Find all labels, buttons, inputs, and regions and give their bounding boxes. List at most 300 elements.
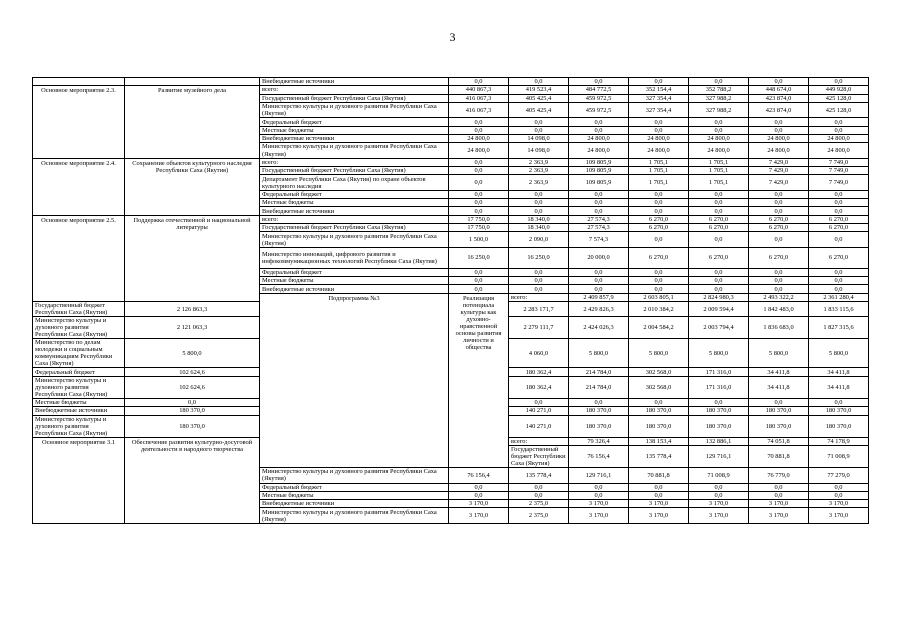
amount-cell: 0,0 <box>689 232 749 248</box>
funding-source-cell: Федеральный бюджет <box>260 118 449 126</box>
amount-cell: 3 170,0 <box>449 500 509 508</box>
funding-source-cell: Министерство культуры и духовного развития Республики Саха (Якутия) <box>33 415 125 437</box>
amount-cell: 24 800,0 <box>749 143 809 159</box>
amount-cell: 1 705,1 <box>629 158 689 166</box>
amount-cell: 1 836 683,0 <box>749 317 809 339</box>
funding-source-cell: Внебюджетные источники <box>260 207 449 215</box>
amount-cell: 1 842 483,0 <box>749 302 809 317</box>
amount-cell: 171 316,0 <box>689 376 749 398</box>
amount-cell: 0,0 <box>449 199 509 207</box>
amount-cell: 0,0 <box>569 126 629 134</box>
amount-cell: 34 411,8 <box>809 376 869 398</box>
funding-source-cell: Государственный бюджет Республики Саха (Якутия) <box>260 94 449 102</box>
amount-cell: 0,0 <box>749 232 809 248</box>
amount-cell: 102 624,6 <box>125 376 260 398</box>
amount-cell: 180 370,0 <box>809 407 869 415</box>
amount-cell: 0,0 <box>509 190 569 198</box>
amount-cell: 0,0 <box>509 483 569 491</box>
funding-source-cell: Местные бюджеты <box>260 491 449 499</box>
amount-cell: 0,0 <box>509 277 569 285</box>
amount-cell: 0,0 <box>749 207 809 215</box>
amount-cell: 0,0 <box>629 118 689 126</box>
amount-cell: 76 779,0 <box>749 468 809 484</box>
amount-cell: 2 004 584,2 <box>629 317 689 339</box>
amount-cell: 2 090,0 <box>509 232 569 248</box>
amount-cell: 327 988,2 <box>689 94 749 102</box>
amount-cell: 5 800,0 <box>749 339 809 368</box>
amount-cell: 0,0 <box>569 118 629 126</box>
amount-cell: 0,0 <box>809 207 869 215</box>
amount-cell: 1 705,1 <box>629 175 689 191</box>
amount-cell: 405 425,4 <box>509 102 569 118</box>
amount-cell: 109 805,9 <box>569 167 629 175</box>
amount-cell: 0,0 <box>629 277 689 285</box>
amount-cell: 24 800,0 <box>569 143 629 159</box>
amount-cell: 7 749,0 <box>809 158 869 166</box>
amount-cell: 34 411,8 <box>749 368 809 376</box>
amount-cell: 0,0 <box>689 207 749 215</box>
amount-cell: 1 827 315,6 <box>809 317 869 339</box>
amount-cell: 7 429,0 <box>749 167 809 175</box>
amount-cell: 449 928,0 <box>809 86 869 94</box>
funding-source-cell: всего: <box>509 293 569 301</box>
amount-cell: 0,0 <box>449 78 509 86</box>
amount-cell: 14 098,0 <box>509 143 569 159</box>
amount-cell: 6 270,0 <box>749 247 809 268</box>
amount-cell: 109 805,9 <box>569 175 629 191</box>
amount-cell: 0,0 <box>629 483 689 491</box>
amount-cell: 0,0 <box>749 398 809 406</box>
amount-cell: 0,0 <box>689 126 749 134</box>
amount-cell: 0,0 <box>509 78 569 86</box>
amount-cell: 0,0 <box>569 78 629 86</box>
amount-cell: 180 370,0 <box>689 415 749 437</box>
amount-cell: 0,0 <box>629 268 689 276</box>
program-cell: Основное мероприятие 2.5. <box>33 215 125 301</box>
amount-cell: 180 370,0 <box>689 407 749 415</box>
amount-cell: 0,0 <box>449 126 509 134</box>
amount-cell: 180 370,0 <box>125 407 260 415</box>
activity-name-cell: Поддержка отечественной и национальной литературы <box>125 215 260 301</box>
amount-cell: 6 270,0 <box>809 247 869 268</box>
amount-cell: 484 772,5 <box>569 86 629 94</box>
amount-cell: 419 523,4 <box>509 86 569 94</box>
amount-cell: 3 170,0 <box>449 508 509 524</box>
amount-cell: 2 424 026,3 <box>569 317 629 339</box>
amount-cell: 180 370,0 <box>569 415 629 437</box>
amount-cell: 6 270,0 <box>629 224 689 232</box>
amount-cell: 0,0 <box>449 285 509 293</box>
funding-source-cell: Государственный бюджет Республики Саха (Якутия) <box>33 302 125 317</box>
amount-cell: 24 800,0 <box>809 134 869 142</box>
amount-cell: 180 370,0 <box>125 415 260 437</box>
amount-cell: 0,0 <box>509 199 569 207</box>
funding-source-cell: Министерство культуры и духовного развития Республики Саха (Якутия) <box>260 232 449 248</box>
amount-cell: 2 126 863,3 <box>125 302 260 317</box>
activity-name-cell <box>125 78 260 86</box>
amount-cell: 6 270,0 <box>809 224 869 232</box>
amount-cell: 6 270,0 <box>689 247 749 268</box>
amount-cell: 2 283 171,7 <box>509 302 569 317</box>
funding-source-cell: Министерство культуры и духовного развития Республики Саха (Якутия) <box>33 376 125 398</box>
amount-cell: 459 972,5 <box>569 102 629 118</box>
amount-cell: 0,0 <box>809 199 869 207</box>
amount-cell: 16 250,0 <box>449 247 509 268</box>
amount-cell: 24 800,0 <box>749 134 809 142</box>
amount-cell: 24 800,0 <box>449 134 509 142</box>
budget-table <box>32 77 869 524</box>
funding-source-cell: Внебюджетные источники <box>260 78 449 86</box>
amount-cell: 0,0 <box>749 491 809 499</box>
amount-cell: 6 270,0 <box>629 215 689 223</box>
amount-cell: 6 270,0 <box>629 247 689 268</box>
funding-source-cell: Министерство культуры и духовного развития Республики Саха (Якутия) <box>260 508 449 524</box>
amount-cell: 6 270,0 <box>749 224 809 232</box>
amount-cell: 140 271,0 <box>509 415 569 437</box>
amount-cell: 6 270,0 <box>809 215 869 223</box>
program-cell: Основное мероприятие 3.1 <box>33 437 125 523</box>
amount-cell: 77 279,0 <box>809 468 869 484</box>
funding-source-cell: Внебюджетные источники <box>33 407 125 415</box>
amount-cell: 0,0 <box>629 126 689 134</box>
table-row <box>33 86 869 94</box>
amount-cell: 180 370,0 <box>749 415 809 437</box>
amount-cell: 2 363,9 <box>509 175 569 191</box>
funding-source-cell: всего: <box>260 86 449 94</box>
amount-cell: 0,0 <box>749 285 809 293</box>
amount-cell: 0,0 <box>749 78 809 86</box>
activity-name-cell: Обеспечение развития культурно-досуговой деятельности в народного творчества <box>125 437 260 523</box>
amount-cell: 0,0 <box>629 491 689 499</box>
amount-cell: 6 270,0 <box>689 224 749 232</box>
funding-source-cell: Местные бюджеты <box>33 398 125 406</box>
amount-cell: 1 500,0 <box>449 232 509 248</box>
funding-source-cell: Министерство культуры и духовного развития Республики Саха (Якутия) <box>260 143 449 159</box>
amount-cell: 109 805,9 <box>569 158 629 166</box>
amount-cell: 180 362,4 <box>509 376 569 398</box>
amount-cell: 440 867,3 <box>449 86 509 94</box>
amount-cell: 352 788,2 <box>689 86 749 94</box>
amount-cell: 423 874,0 <box>749 102 809 118</box>
amount-cell: 0,0 <box>809 398 869 406</box>
amount-cell: 0,0 <box>569 207 629 215</box>
amount-cell: 76 156,4 <box>449 468 509 484</box>
amount-cell: 5 800,0 <box>569 339 629 368</box>
amount-cell: 0,0 <box>629 285 689 293</box>
amount-cell: 425 128,0 <box>809 102 869 118</box>
amount-cell: 6 270,0 <box>689 215 749 223</box>
amount-cell: 0,0 <box>449 491 509 499</box>
amount-cell: 24 800,0 <box>809 143 869 159</box>
amount-cell: 0,0 <box>569 190 629 198</box>
funding-source-cell: Внебюджетные источники <box>260 285 449 293</box>
amount-cell: 0,0 <box>509 118 569 126</box>
amount-cell: 102 624,6 <box>125 368 260 376</box>
amount-cell: 0,0 <box>809 126 869 134</box>
amount-cell: 27 574,3 <box>569 215 629 223</box>
amount-cell: 0,0 <box>809 232 869 248</box>
amount-cell: 0,0 <box>689 190 749 198</box>
amount-cell: 3 170,0 <box>629 508 689 524</box>
page-number: 3 <box>449 30 456 44</box>
amount-cell: 0,0 <box>689 118 749 126</box>
amount-cell: 24 800,0 <box>569 134 629 142</box>
amount-cell: 2 429 826,3 <box>569 302 629 317</box>
amount-cell: 0,0 <box>749 126 809 134</box>
amount-cell: 0,0 <box>509 126 569 134</box>
amount-cell: 20 000,0 <box>569 247 629 268</box>
funding-source-cell: Министерство культуры и духовного развития Республики Саха (Якутия) <box>260 468 449 484</box>
amount-cell: 7 574,3 <box>569 232 629 248</box>
amount-cell: 2 361 280,4 <box>809 293 869 301</box>
funding-source-cell: Федеральный бюджет <box>33 368 125 376</box>
amount-cell: 24 800,0 <box>629 143 689 159</box>
amount-cell: 2 363,9 <box>509 167 569 175</box>
amount-cell: 7 429,0 <box>749 158 809 166</box>
amount-cell: 0,0 <box>449 118 509 126</box>
funding-source-cell: Департамент Республики Саха (Якутия) по охране объектов культурного наследия <box>260 175 449 191</box>
amount-cell: 0,0 <box>689 78 749 86</box>
amount-cell: 17 750,0 <box>449 224 509 232</box>
amount-cell: 5 800,0 <box>629 339 689 368</box>
amount-cell: 24 800,0 <box>449 143 509 159</box>
amount-cell: 0,0 <box>449 158 509 166</box>
amount-cell: 3 170,0 <box>689 500 749 508</box>
amount-cell: 3 170,0 <box>569 500 629 508</box>
amount-cell: 0,0 <box>749 483 809 491</box>
amount-cell: 135 778,4 <box>629 445 689 467</box>
amount-cell: 0,0 <box>629 398 689 406</box>
amount-cell: 0,0 <box>809 285 869 293</box>
amount-cell: 2 363,9 <box>509 158 569 166</box>
amount-cell: 1 705,1 <box>689 167 749 175</box>
amount-cell: 0,0 <box>569 268 629 276</box>
funding-source-cell: Местные бюджеты <box>260 126 449 134</box>
amount-cell: 0,0 <box>509 491 569 499</box>
amount-cell: 459 972,5 <box>569 94 629 102</box>
amount-cell: 0,0 <box>125 398 260 406</box>
amount-cell: 135 778,4 <box>509 468 569 484</box>
amount-cell: 405 425,4 <box>509 94 569 102</box>
amount-cell: 3 170,0 <box>809 508 869 524</box>
program-cell: Основное мероприятие 2.3. <box>33 86 125 158</box>
amount-cell: 302 568,0 <box>629 368 689 376</box>
amount-cell: 0,0 <box>809 268 869 276</box>
amount-cell: 0,0 <box>629 207 689 215</box>
amount-cell: 2 824 980,3 <box>689 293 749 301</box>
amount-cell: 140 271,0 <box>509 407 569 415</box>
funding-source-cell: Государственный бюджет Республики Саха (Якутия) <box>260 167 449 175</box>
amount-cell: 2 409 857,9 <box>569 293 629 301</box>
amount-cell: 180 370,0 <box>749 407 809 415</box>
amount-cell: 0,0 <box>449 190 509 198</box>
amount-cell: 448 674,0 <box>749 86 809 94</box>
amount-cell: 2 010 384,2 <box>629 302 689 317</box>
amount-cell: 2 375,0 <box>509 508 569 524</box>
amount-cell: 71 008,9 <box>809 445 869 467</box>
amount-cell: 0,0 <box>629 190 689 198</box>
amount-cell: 0,0 <box>629 78 689 86</box>
amount-cell: 2 375,0 <box>509 500 569 508</box>
amount-cell: 0,0 <box>569 285 629 293</box>
amount-cell: 0,0 <box>689 268 749 276</box>
amount-cell: 132 886,1 <box>689 437 749 445</box>
amount-cell: 24 800,0 <box>689 134 749 142</box>
amount-cell: 423 874,0 <box>749 94 809 102</box>
amount-cell: 0,0 <box>509 268 569 276</box>
funding-source-cell: Государственный бюджет Республики Саха (Якутия) <box>509 445 569 467</box>
amount-cell: 327 354,4 <box>629 94 689 102</box>
amount-cell: 3 170,0 <box>749 508 809 524</box>
amount-cell: 0,0 <box>689 398 749 406</box>
program-cell <box>33 78 125 86</box>
amount-cell: 18 340,0 <box>509 215 569 223</box>
funding-source-cell: Федеральный бюджет <box>260 190 449 198</box>
amount-cell: 138 153,4 <box>629 437 689 445</box>
funding-source-cell: Министерство инноваций, цифрового развития и инфокоммуникационных технологий Республики Саха (Якутия) <box>260 247 449 268</box>
amount-cell: 2 121 063,3 <box>125 317 260 339</box>
amount-cell: 1 833 115,6 <box>809 302 869 317</box>
amount-cell: 1 705,1 <box>689 175 749 191</box>
amount-cell: 0,0 <box>569 199 629 207</box>
amount-cell: 76 156,4 <box>569 445 629 467</box>
amount-cell: 0,0 <box>809 491 869 499</box>
amount-cell: 0,0 <box>749 118 809 126</box>
amount-cell: 0,0 <box>749 199 809 207</box>
amount-cell: 4 060,0 <box>509 339 569 368</box>
amount-cell: 0,0 <box>749 268 809 276</box>
amount-cell: 5 800,0 <box>125 339 260 368</box>
amount-cell: 0,0 <box>629 232 689 248</box>
amount-cell: 0,0 <box>689 199 749 207</box>
amount-cell: 1 705,1 <box>689 158 749 166</box>
amount-cell: 24 800,0 <box>689 143 749 159</box>
program-cell: Основное мероприятие 2.4. <box>33 158 125 215</box>
funding-source-cell: Федеральный бюджет <box>260 268 449 276</box>
amount-cell: 18 340,0 <box>509 224 569 232</box>
amount-cell: 0,0 <box>689 483 749 491</box>
table-row <box>33 158 869 166</box>
amount-cell: 0,0 <box>569 277 629 285</box>
amount-cell: 302 568,0 <box>629 376 689 398</box>
funding-source-cell: Министерство по делам молодежи и социальным коммуникациям Республики Саха (Якутия) <box>33 339 125 368</box>
amount-cell: 416 067,3 <box>449 94 509 102</box>
amount-cell: 416 067,3 <box>449 102 509 118</box>
amount-cell: 16 250,0 <box>509 247 569 268</box>
amount-cell: 3 170,0 <box>629 500 689 508</box>
table-row <box>33 215 869 223</box>
amount-cell: 0,0 <box>749 277 809 285</box>
amount-cell: 0,0 <box>449 277 509 285</box>
amount-cell: 71 008,9 <box>689 468 749 484</box>
amount-cell: 3 170,0 <box>809 500 869 508</box>
amount-cell: 5 800,0 <box>689 339 749 368</box>
amount-cell: 34 411,8 <box>749 376 809 398</box>
funding-source-cell: всего: <box>509 437 569 445</box>
amount-cell: 70 881,8 <box>749 445 809 467</box>
activity-name-cell: Сохранение объектов культурного наследия Республики Саха (Якутия) <box>125 158 260 215</box>
amount-cell: 0,0 <box>689 277 749 285</box>
table-row <box>33 78 869 86</box>
amount-cell: 0,0 <box>569 491 629 499</box>
amount-cell: 2 279 111,7 <box>509 317 569 339</box>
amount-cell: 24 800,0 <box>629 134 689 142</box>
amount-cell: 70 881,8 <box>629 468 689 484</box>
amount-cell: 129 716,1 <box>689 445 749 467</box>
amount-cell: 17 750,0 <box>449 215 509 223</box>
amount-cell: 2 003 794,4 <box>689 317 749 339</box>
amount-cell: 0,0 <box>569 398 629 406</box>
activity-name-cell: Развитие музейного дела <box>125 86 260 158</box>
amount-cell: 180 370,0 <box>809 415 869 437</box>
amount-cell: 0,0 <box>749 190 809 198</box>
activity-name-cell: Реализация потенциала культуры как духовно-нравственной основы развития личности и общества <box>449 293 509 467</box>
amount-cell: 1 705,1 <box>629 167 689 175</box>
amount-cell: 6 270,0 <box>749 215 809 223</box>
amount-cell: 180 370,0 <box>569 407 629 415</box>
amount-cell: 0,0 <box>809 277 869 285</box>
amount-cell: 2 493 322,2 <box>749 293 809 301</box>
amount-cell: 425 128,0 <box>809 94 869 102</box>
amount-cell: 3 170,0 <box>569 508 629 524</box>
funding-source-cell: Местные бюджеты <box>260 199 449 207</box>
amount-cell: 0,0 <box>449 167 509 175</box>
amount-cell: 0,0 <box>449 483 509 491</box>
amount-cell: 0,0 <box>809 190 869 198</box>
amount-cell: 3 170,0 <box>749 500 809 508</box>
amount-cell: 327 354,4 <box>629 102 689 118</box>
amount-cell: 34 411,8 <box>809 368 869 376</box>
amount-cell: 171 316,0 <box>689 368 749 376</box>
amount-cell: 7 749,0 <box>809 175 869 191</box>
funding-source-cell: Государственный бюджет Республики Саха (Якутия) <box>260 224 449 232</box>
funding-source-cell: Министерство культуры и духовного развития Республики Саха (Якутия) <box>33 317 125 339</box>
amount-cell: 0,0 <box>509 285 569 293</box>
amount-cell: 0,0 <box>689 491 749 499</box>
amount-cell: 7 749,0 <box>809 167 869 175</box>
funding-source-cell: Внебюджетные источники <box>260 500 449 508</box>
funding-source-cell: Внебюджетные источники <box>260 134 449 142</box>
funding-source-cell: Федеральный бюджет <box>260 483 449 491</box>
program-cell: Подпрограмма №3 <box>260 293 449 467</box>
amount-cell: 180 370,0 <box>629 407 689 415</box>
amount-cell: 27 574,3 <box>569 224 629 232</box>
amount-cell: 3 170,0 <box>689 508 749 524</box>
funding-source-cell: Министерство культуры и духовного развития Республики Саха (Якутия) <box>260 102 449 118</box>
amount-cell: 0,0 <box>689 285 749 293</box>
amount-cell: 74 051,8 <box>749 437 809 445</box>
amount-cell: 0,0 <box>629 199 689 207</box>
amount-cell: 0,0 <box>509 207 569 215</box>
amount-cell: 0,0 <box>809 118 869 126</box>
amount-cell: 0,0 <box>449 268 509 276</box>
amount-cell: 0,0 <box>809 78 869 86</box>
amount-cell: 327 988,2 <box>689 102 749 118</box>
amount-cell: 214 784,0 <box>569 368 629 376</box>
amount-cell: 74 178,9 <box>809 437 869 445</box>
amount-cell: 0,0 <box>449 207 509 215</box>
amount-cell: 0,0 <box>809 483 869 491</box>
amount-cell: 129 716,1 <box>569 468 629 484</box>
amount-cell: 7 429,0 <box>749 175 809 191</box>
amount-cell: 14 098,0 <box>509 134 569 142</box>
amount-cell: 0,0 <box>569 483 629 491</box>
amount-cell: 2 009 594,4 <box>689 302 749 317</box>
funding-source-cell: всего: <box>260 158 449 166</box>
amount-cell: 2 603 805,1 <box>629 293 689 301</box>
amount-cell: 180 370,0 <box>629 415 689 437</box>
amount-cell: 352 154,4 <box>629 86 689 94</box>
